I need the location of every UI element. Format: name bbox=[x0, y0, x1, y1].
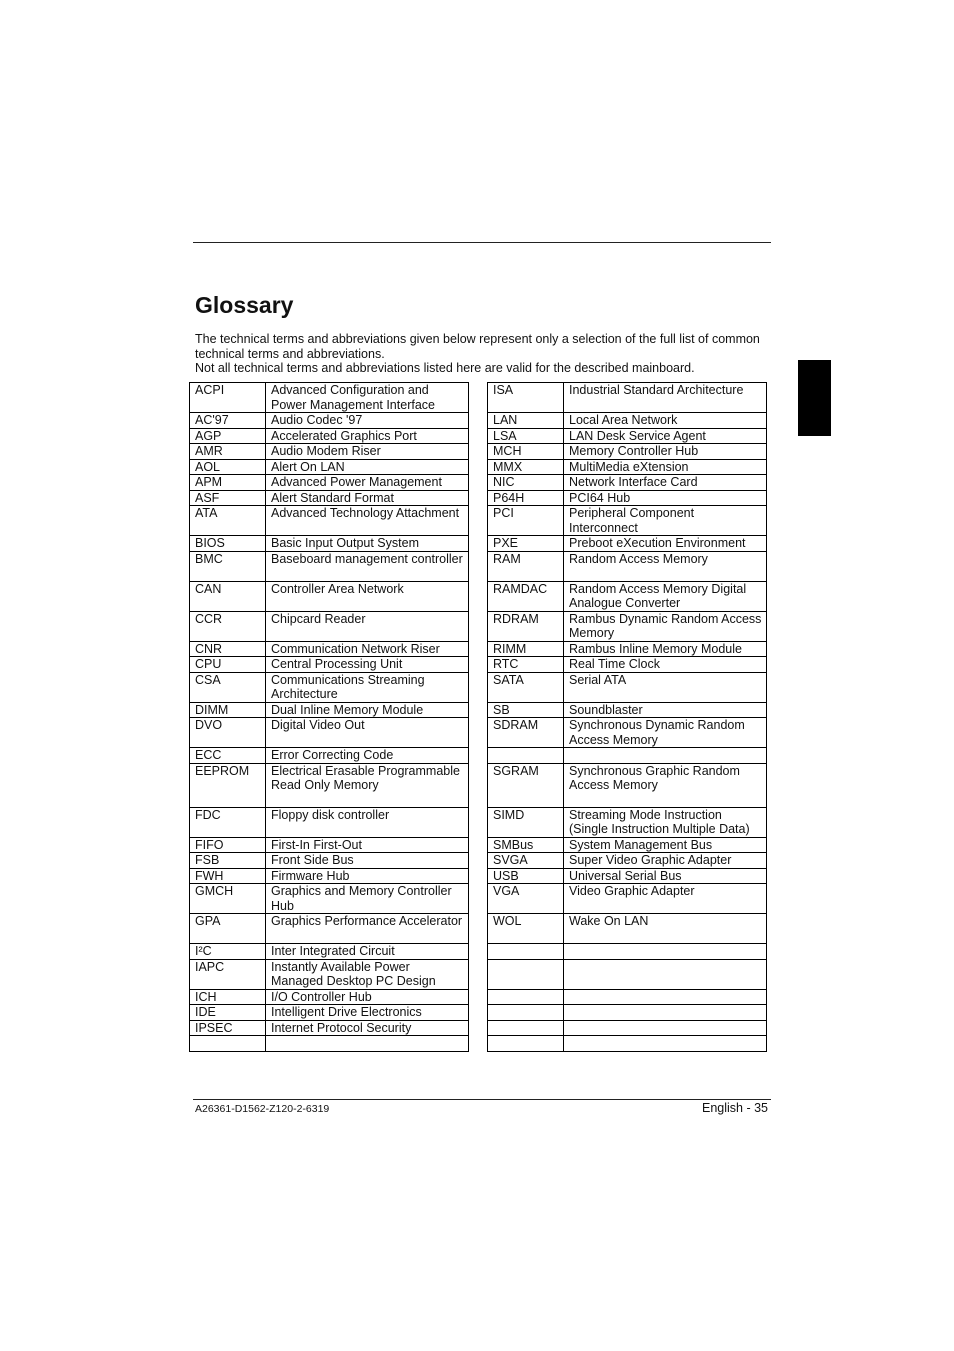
glossary-term: Industrial Standard Architecture bbox=[564, 383, 767, 413]
glossary-row bbox=[488, 413, 767, 429]
glossary-abbreviation: MCH bbox=[488, 444, 564, 460]
glossary-term: Peripheral Component Interconnect bbox=[564, 506, 767, 536]
glossary-term: Soundblaster bbox=[564, 702, 767, 718]
glossary-row bbox=[190, 1005, 469, 1021]
glossary-abbreviation: ASF bbox=[190, 490, 266, 506]
glossary-row bbox=[488, 702, 767, 718]
glossary-term: Central Processing Unit bbox=[266, 657, 469, 673]
glossary-row bbox=[488, 475, 767, 491]
glossary-row bbox=[488, 581, 767, 611]
glossary-abbreviation: GMCH bbox=[190, 884, 266, 914]
chapter-thumb-tab bbox=[798, 360, 831, 436]
glossary-term: Error Correcting Code bbox=[266, 748, 469, 764]
glossary-term: Streaming Mode Instruction (Single Instruction Multiple Data) bbox=[564, 807, 767, 837]
glossary-abbreviation: VGA bbox=[488, 884, 564, 914]
glossary-term: Random Access Memory bbox=[564, 551, 767, 581]
glossary-row bbox=[190, 428, 469, 444]
glossary-row bbox=[488, 611, 767, 641]
glossary-term bbox=[564, 989, 767, 1005]
glossary-abbreviation: IPSEC bbox=[190, 1020, 266, 1036]
glossary-abbreviation: BIOS bbox=[190, 536, 266, 552]
glossary-abbreviation: SMBus bbox=[488, 837, 564, 853]
glossary-row bbox=[190, 702, 469, 718]
glossary-row bbox=[190, 641, 469, 657]
glossary-row bbox=[190, 837, 469, 853]
glossary-row bbox=[488, 853, 767, 869]
glossary-row bbox=[488, 383, 767, 413]
glossary-term: Electrical Erasable Programmable Read Only Memory bbox=[266, 763, 469, 807]
glossary-term: Super Video Graphic Adapter bbox=[564, 853, 767, 869]
glossary-row bbox=[190, 914, 469, 944]
glossary-row bbox=[488, 672, 767, 702]
glossary-row bbox=[190, 657, 469, 673]
glossary-abbreviation: IAPC bbox=[190, 959, 266, 989]
glossary-abbreviation: FSB bbox=[190, 853, 266, 869]
glossary-abbreviation: DIMM bbox=[190, 702, 266, 718]
glossary-abbreviation: AGP bbox=[190, 428, 266, 444]
glossary-row bbox=[190, 853, 469, 869]
glossary-row bbox=[488, 551, 767, 581]
glossary-abbreviation: FWH bbox=[190, 868, 266, 884]
glossary-abbreviation: SB bbox=[488, 702, 564, 718]
glossary-term: Universal Serial Bus bbox=[564, 868, 767, 884]
glossary-term: Network Interface Card bbox=[564, 475, 767, 491]
glossary-term: Advanced Power Management bbox=[266, 475, 469, 491]
glossary-abbreviation: AMR bbox=[190, 444, 266, 460]
header-rule bbox=[193, 242, 771, 243]
glossary-abbreviation: AOL bbox=[190, 459, 266, 475]
glossary-abbreviation: ATA bbox=[190, 506, 266, 536]
glossary-term: Random Access Memory Digital Analogue Converter bbox=[564, 581, 767, 611]
glossary-abbreviation: RAMDAC bbox=[488, 581, 564, 611]
glossary-term: Instantly Available Power Managed Desktop PC Design bbox=[266, 959, 469, 989]
glossary-term bbox=[564, 944, 767, 960]
glossary-abbreviation: SGRAM bbox=[488, 763, 564, 807]
glossary-abbreviation bbox=[488, 748, 564, 764]
glossary-term bbox=[564, 1036, 767, 1052]
glossary-row bbox=[190, 672, 469, 702]
glossary-row bbox=[190, 868, 469, 884]
glossary-table-right bbox=[487, 382, 767, 1052]
glossary-abbreviation: MMX bbox=[488, 459, 564, 475]
glossary-abbreviation: SVGA bbox=[488, 853, 564, 869]
glossary-term: Real Time Clock bbox=[564, 657, 767, 673]
intro-text bbox=[195, 332, 765, 376]
glossary-abbreviation: NIC bbox=[488, 475, 564, 491]
glossary-term: Synchronous Dynamic Random Access Memory bbox=[564, 718, 767, 748]
glossary-term: Communications Streaming Architecture bbox=[266, 672, 469, 702]
glossary-term: System Management Bus bbox=[564, 837, 767, 853]
glossary-row bbox=[190, 748, 469, 764]
glossary-abbreviation bbox=[488, 1036, 564, 1052]
glossary-row bbox=[488, 763, 767, 807]
glossary-term: Synchronous Graphic Random Access Memory bbox=[564, 763, 767, 807]
glossary-term: Communication Network Riser bbox=[266, 641, 469, 657]
glossary-term: Inter Integrated Circuit bbox=[266, 944, 469, 960]
glossary-abbreviation: GPA bbox=[190, 914, 266, 944]
glossary-term: Advanced Configuration and Power Management Interface bbox=[266, 383, 469, 413]
glossary-row bbox=[190, 475, 469, 491]
page-number: English - 35 bbox=[701, 1101, 768, 1115]
glossary-term: Basic Input Output System bbox=[266, 536, 469, 552]
glossary-row bbox=[190, 944, 469, 960]
glossary-term: Memory Controller Hub bbox=[564, 444, 767, 460]
glossary-term: Audio Codec '97 bbox=[266, 413, 469, 429]
glossary-term: Intelligent Drive Electronics bbox=[266, 1005, 469, 1021]
glossary-term: Firmware Hub bbox=[266, 868, 469, 884]
glossary-term bbox=[564, 1005, 767, 1021]
glossary-abbreviation bbox=[488, 1020, 564, 1036]
glossary-term: Graphics Performance Accelerator bbox=[266, 914, 469, 944]
glossary-term bbox=[564, 959, 767, 989]
glossary-abbreviation: P64H bbox=[488, 490, 564, 506]
glossary-row bbox=[488, 444, 767, 460]
glossary-row bbox=[488, 807, 767, 837]
glossary-row bbox=[190, 807, 469, 837]
glossary-abbreviation: CNR bbox=[190, 641, 266, 657]
glossary-row bbox=[488, 459, 767, 475]
glossary-row bbox=[488, 748, 767, 764]
glossary-abbreviation: PXE bbox=[488, 536, 564, 552]
glossary-row bbox=[190, 989, 469, 1005]
glossary-term: Accelerated Graphics Port bbox=[266, 428, 469, 444]
glossary-row bbox=[190, 413, 469, 429]
glossary-term: Rambus Inline Memory Module bbox=[564, 641, 767, 657]
glossary-abbreviation bbox=[488, 1005, 564, 1021]
glossary-row bbox=[488, 641, 767, 657]
glossary-term: I/O Controller Hub bbox=[266, 989, 469, 1005]
glossary-term bbox=[266, 1036, 469, 1052]
glossary-term: Floppy disk controller bbox=[266, 807, 469, 837]
glossary-row bbox=[488, 989, 767, 1005]
glossary-abbreviation: SDRAM bbox=[488, 718, 564, 748]
glossary-row bbox=[488, 914, 767, 944]
glossary-abbreviation: SATA bbox=[488, 672, 564, 702]
glossary-term: PCI64 Hub bbox=[564, 490, 767, 506]
glossary-term: Chipcard Reader bbox=[266, 611, 469, 641]
glossary-term: Internet Protocol Security bbox=[266, 1020, 469, 1036]
glossary-abbreviation: SIMD bbox=[488, 807, 564, 837]
glossary-term: First-In First-Out bbox=[266, 837, 469, 853]
glossary-row bbox=[190, 884, 469, 914]
glossary-term: Alert Standard Format bbox=[266, 490, 469, 506]
glossary-term: Advanced Technology Attachment bbox=[266, 506, 469, 536]
glossary-row bbox=[488, 1036, 767, 1052]
glossary-row bbox=[488, 428, 767, 444]
footer-rule bbox=[193, 1099, 771, 1100]
glossary-term: MultiMedia eXtension bbox=[564, 459, 767, 475]
glossary-abbreviation: EEPROM bbox=[190, 763, 266, 807]
glossary-abbreviation: ISA bbox=[488, 383, 564, 413]
page-title: Glossary bbox=[195, 292, 294, 318]
glossary-term: Digital Video Out bbox=[266, 718, 469, 748]
glossary-abbreviation: ICH bbox=[190, 989, 266, 1005]
glossary-abbreviation: DVO bbox=[190, 718, 266, 748]
glossary-row bbox=[190, 763, 469, 807]
glossary-term: LAN Desk Service Agent bbox=[564, 428, 767, 444]
glossary-abbreviation: RTC bbox=[488, 657, 564, 673]
glossary-term: Video Graphic Adapter bbox=[564, 884, 767, 914]
glossary-abbreviation: CPU bbox=[190, 657, 266, 673]
glossary-term: Dual Inline Memory Module bbox=[266, 702, 469, 718]
glossary-term: Rambus Dynamic Random Access Memory bbox=[564, 611, 767, 641]
glossary-abbreviation: ECC bbox=[190, 748, 266, 764]
glossary-row bbox=[190, 1036, 469, 1052]
glossary-row bbox=[488, 506, 767, 536]
glossary-row bbox=[488, 884, 767, 914]
glossary-table-left bbox=[189, 382, 469, 1052]
glossary-row bbox=[190, 490, 469, 506]
glossary-abbreviation: CSA bbox=[190, 672, 266, 702]
glossary-row bbox=[488, 657, 767, 673]
intro-paragraph-2: Not all technical terms and abbreviations listed here are valid for the described mainboard. bbox=[195, 361, 695, 376]
glossary-row bbox=[190, 959, 469, 989]
glossary-abbreviation: RDRAM bbox=[488, 611, 564, 641]
glossary-abbreviation: LAN bbox=[488, 413, 564, 429]
glossary-row bbox=[488, 490, 767, 506]
glossary-abbreviation: CAN bbox=[190, 581, 266, 611]
glossary-term: Wake On LAN bbox=[564, 914, 767, 944]
glossary-abbreviation: WOL bbox=[488, 914, 564, 944]
glossary-term: Alert On LAN bbox=[266, 459, 469, 475]
glossary-row bbox=[190, 459, 469, 475]
glossary-row bbox=[190, 1020, 469, 1036]
glossary-abbreviation: APM bbox=[190, 475, 266, 491]
glossary-row bbox=[488, 1005, 767, 1021]
glossary-row bbox=[190, 536, 469, 552]
glossary-term bbox=[564, 748, 767, 764]
glossary-term: Graphics and Memory Controller Hub bbox=[266, 884, 469, 914]
glossary-row bbox=[190, 718, 469, 748]
glossary-abbreviation: PCI bbox=[488, 506, 564, 536]
glossary-term bbox=[564, 1020, 767, 1036]
glossary-abbreviation: RAM bbox=[488, 551, 564, 581]
glossary-abbreviation: BMC bbox=[190, 551, 266, 581]
glossary-term: Audio Modem Riser bbox=[266, 444, 469, 460]
glossary-row bbox=[190, 611, 469, 641]
glossary-abbreviation: FIFO bbox=[190, 837, 266, 853]
glossary-row bbox=[190, 383, 469, 413]
glossary-term: Front Side Bus bbox=[266, 853, 469, 869]
glossary-row bbox=[488, 536, 767, 552]
glossary-row bbox=[488, 868, 767, 884]
glossary-abbreviation: ACPI bbox=[190, 383, 266, 413]
glossary-term: Preboot eXecution Environment bbox=[564, 536, 767, 552]
glossary-abbreviation: IDE bbox=[190, 1005, 266, 1021]
glossary-term: Baseboard management controller bbox=[266, 551, 469, 581]
glossary-term: Serial ATA bbox=[564, 672, 767, 702]
glossary-abbreviation: USB bbox=[488, 868, 564, 884]
glossary-abbreviation: LSA bbox=[488, 428, 564, 444]
intro-paragraph-1: The technical terms and abbreviations given below represent only a selection of the full list of common technical terms and abbreviations. bbox=[195, 332, 760, 361]
glossary-row bbox=[488, 837, 767, 853]
document-number: A26361-D1562-Z120-2-6319 bbox=[195, 1103, 330, 1115]
glossary-abbreviation bbox=[488, 959, 564, 989]
glossary-abbreviation: AC'97 bbox=[190, 413, 266, 429]
glossary-abbreviation: I²C bbox=[190, 944, 266, 960]
glossary-term: Local Area Network bbox=[564, 413, 767, 429]
glossary-row bbox=[190, 506, 469, 536]
glossary-abbreviation bbox=[190, 1036, 266, 1052]
glossary-row bbox=[190, 551, 469, 581]
glossary-row bbox=[190, 581, 469, 611]
glossary-row bbox=[488, 718, 767, 748]
glossary-abbreviation bbox=[488, 944, 564, 960]
glossary-abbreviation: FDC bbox=[190, 807, 266, 837]
glossary-abbreviation: RIMM bbox=[488, 641, 564, 657]
glossary-row bbox=[488, 1020, 767, 1036]
glossary-row bbox=[488, 959, 767, 989]
glossary-row bbox=[488, 944, 767, 960]
glossary-abbreviation: CCR bbox=[190, 611, 266, 641]
glossary-term: Controller Area Network bbox=[266, 581, 469, 611]
glossary-row bbox=[190, 444, 469, 460]
glossary-abbreviation bbox=[488, 989, 564, 1005]
